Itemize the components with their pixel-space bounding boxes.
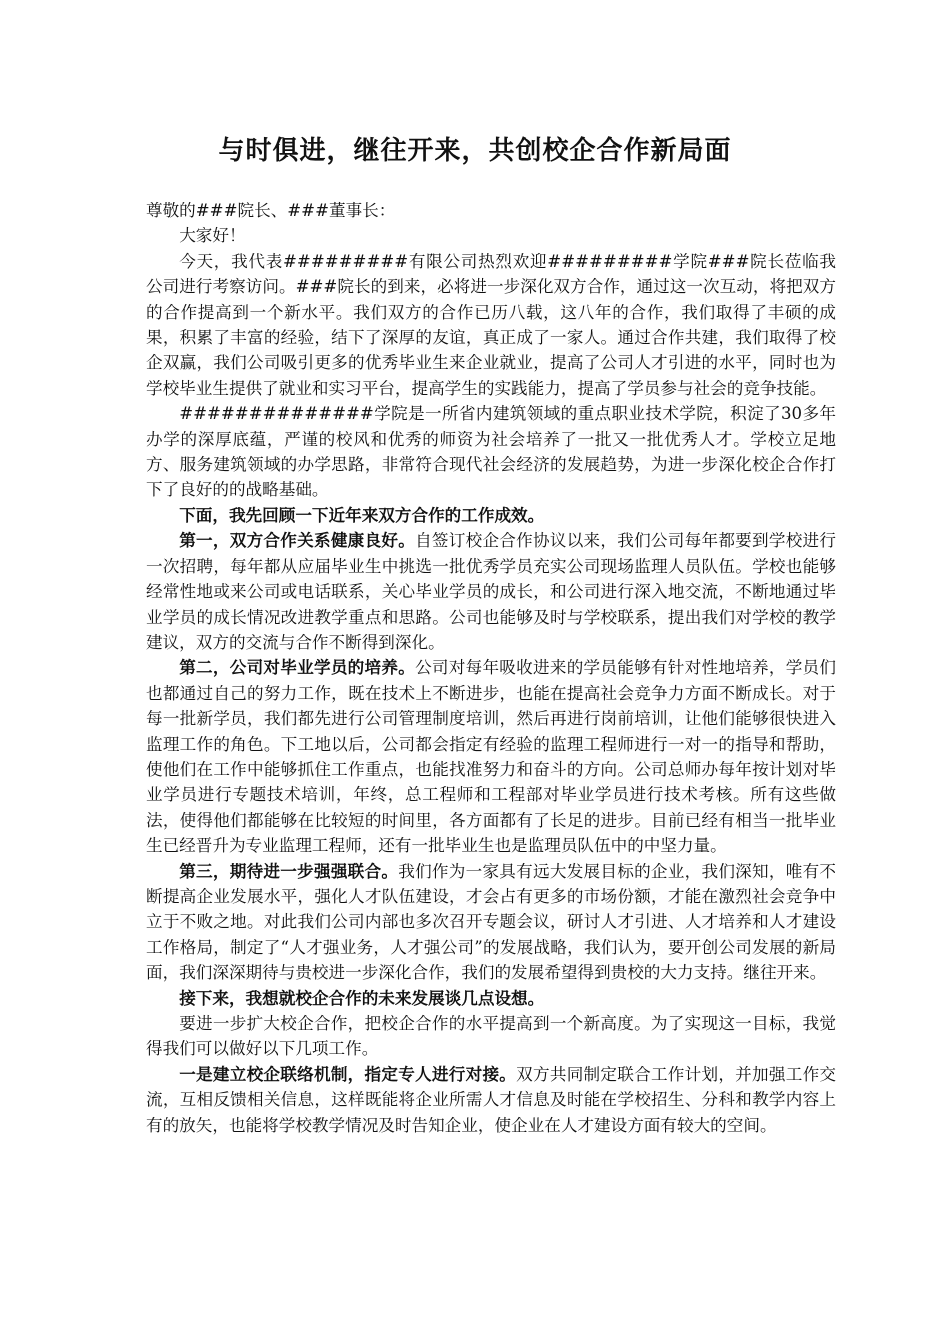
paragraph	[146, 1062, 836, 1138]
paragraph-lead: 第三，期待进一步强强联合。	[179, 860, 399, 881]
paragraph-text: 公司对每年吸收进来的学员能够有针对性地培养，学员们也都通过自己的努力工作，既在技术上不断进步，也能在提高社会竞争力方面不断成长。对于每一批新学员，我们都先进行公司管理制度培训，然后再进行岗前培训，让他们能够很快进入监理工作的角色。下工地以后，公司都会指定有经验的监理工程师进行一对一的指导和帮助，使他们在工作中能够抓住工作重点，也能找准努力和奋斗的方向。公司总师办每年按计划对毕业学员进行专题技术培训，年终，总工程师和工程部对毕业学员进行技术考核。所有这些做法，使得他们都能够在比较短的时间里，各方面都有了长足的进步。目前已经有相当一批毕业生已经晋升为专业监理工程师，还有一批毕业生也是监理员队伍中的中坚力量。	[146, 658, 837, 856]
salutation: 尊敬的###院长、###董事长：	[146, 201, 396, 220]
paragraph-lead: 接下来，我想就校企合作的未来发展谈几点设想。	[179, 987, 545, 1008]
paragraph	[146, 528, 836, 655]
greeting: 大家好！	[179, 226, 246, 246]
paragraph-lead: 一是建立校企联络机制，指定专人进行对接。	[179, 1063, 517, 1084]
paragraph-lead: 第一，双方合作关系健康良好。	[179, 530, 416, 551]
document-title: 与时俱进，继往开来，共创校企合作新局面	[218, 136, 732, 166]
paragraph-text: ##############学院是一所省内建筑领域的重点职业技术学院，积淀了30多年办学的深厚底蕴，严谨的校风和优秀的师资为社会培养了一批又一批优秀人才。学校立足地方、服务建筑领域的办学思路，非常符合现代社会经济的发展趋势，为进一步深化校企合作打下了良好的的战略基础。	[146, 404, 836, 500]
paragraph	[146, 655, 836, 858]
document-body	[146, 198, 836, 1138]
paragraph-text: 今天，我代表#########有限公司热烈欢迎#########学院###院长莅临我公司进行考察访问。###院长的到来，必将进一步深化双方合作，通过这一次互动，将把双方的合作提高到一个新水平。我们双方的合作已历八载，这八年的合作，我们取得了丰硕的成果，积累了丰富的经验，结下了深厚的友谊，真正成了一家人。通过合作共建，我们取得了校企双赢，我们公司吸引更多的优秀毕业生来企业就业，提高了公司人才引进的水平，同时也为学校毕业生提供了就业和实习平台，提高学生的实践能力，提高了学员参与社会的竞争技能。	[146, 251, 836, 398]
paragraph-lead: 第二，公司对毕业学员的培养。	[179, 657, 416, 678]
paragraph	[146, 401, 836, 503]
paragraph	[146, 1011, 836, 1062]
section-heading	[146, 503, 836, 528]
paragraph-text: 双方共同制定联合工作计划，并加强工作交流，互相反馈相关信息，这样既能将企业所需人才信息及时能在学校招生、分科和教学内容上有的放矢，也能将学校教学情况及时告知企业，使企业在人才建设方面有较大的空间。	[146, 1064, 837, 1135]
paragraph-text: 自签订校企合作协议以来，我们公司每年都要到学校进行一次招聘，每年都从应届毕业生中挑选一批优秀学员充实公司现场监理人员队伍。学校也能够经常性地或来公司或电话联系，关心毕业学员的成长，和公司进行深入地交流，不断地通过毕业学员的成长情况改进教学重点和思路。公司也能够及时与学校联系，提出我们对学校的教学建议，双方的交流与合作不断得到深化。	[146, 531, 837, 652]
paragraph-text: 我们作为一家具有远大发展目标的企业，我们深知，唯有不断提高企业发展水平，强化人才队伍建设，才会占有更多的市场份额，才能在激烈社会竞争中立于不败之地。对此我们公司内部也多次召开专题会议，研讨人才引进、人才培养和人才建设工作格局，制定了“人才强业务，人才强公司”的发展战略，我们认为，要开创公司发展的新局面，我们深深期待与贵校进一步深化合作，我们的发展希望得到贵校的大力支持。继往开来。	[146, 861, 837, 983]
paragraph-lead: 下面，我先回顾一下近年来双方合作的工作成效。	[179, 504, 545, 525]
section-heading	[146, 986, 836, 1011]
paragraph-text: 要进一步扩大校企合作，把校企合作的水平提高到一个新高度。为了实现这一目标，我觉得我们可以做好以下几项工作。	[146, 1014, 836, 1059]
paragraph	[146, 249, 836, 401]
paragraph	[146, 859, 836, 986]
